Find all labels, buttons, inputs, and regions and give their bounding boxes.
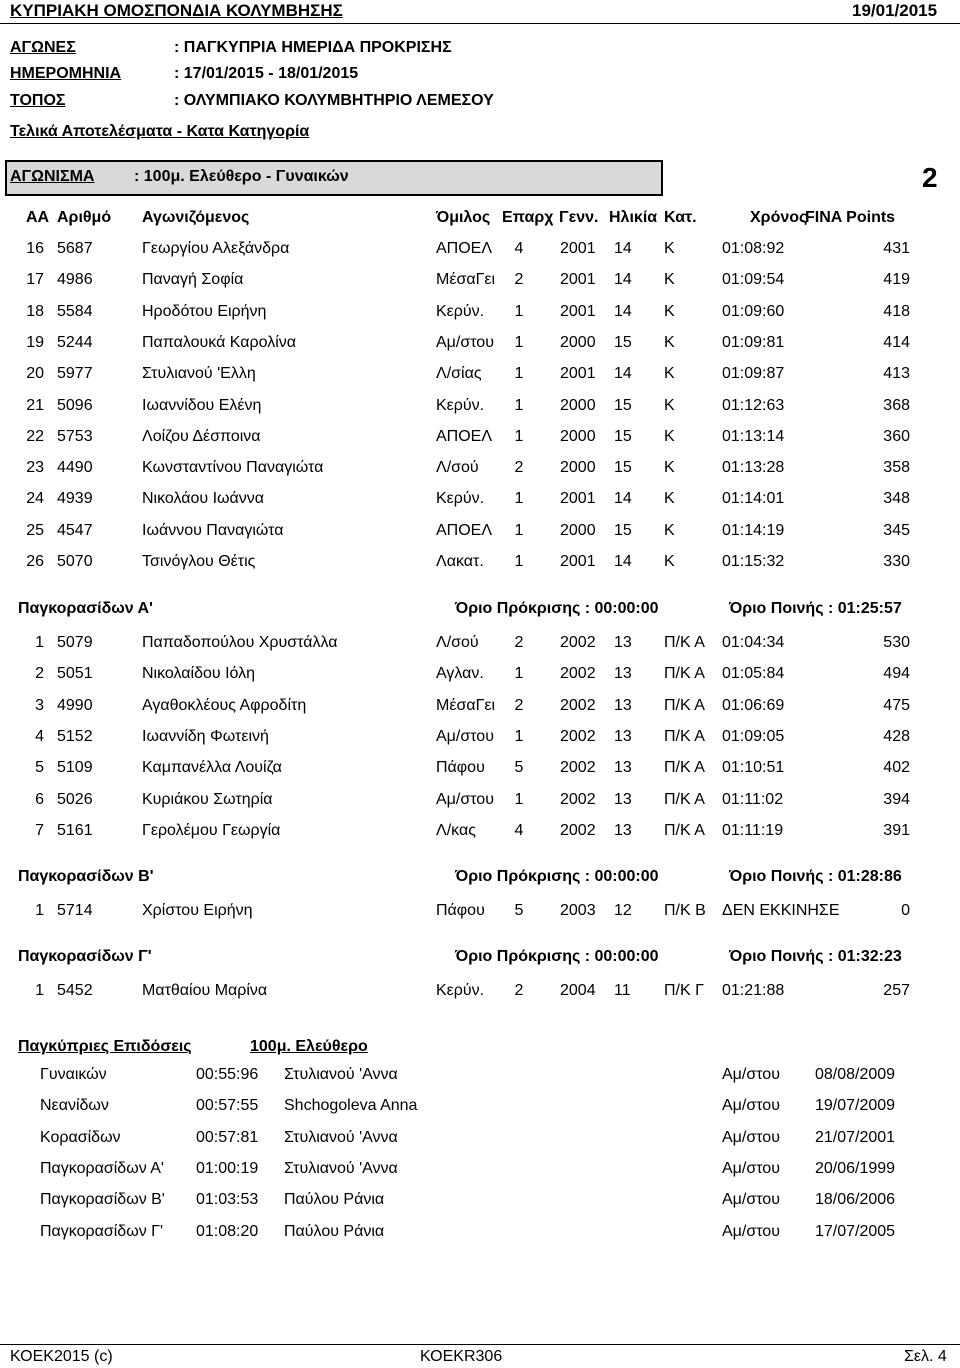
penalty-limit: Όριο Ποινής : 01:32:23 [729,948,902,965]
col-time: Χρόνος [750,209,808,226]
record-category: Παγκορασίδων Α' [40,1159,164,1177]
cell-rank: 16 [26,240,44,257]
cell-points: 428 [883,727,910,745]
cell-district: 4 [514,821,524,839]
federation-title: ΚΥΠΡΙΑΚΗ ΟΜΟΣΠΟΝΔΙΑ ΚΟΛΥΜΒΗΣΗΣ [10,1,343,20]
table-row [0,271,960,293]
cell-club: Λ/σίας [436,365,482,383]
cell-points: 413 [883,365,910,383]
cell-number: 4939 [57,490,93,508]
dates-value: : 17/01/2015 - 18/01/2015 [174,65,359,82]
results-subtitle: Τελικά Αποτελέσματα - Κατα Κατηγορία [10,123,310,140]
cell-age: 14 [614,365,632,383]
cell-club: Αμ/στου [436,333,494,351]
cell-time: 01:21:88 [722,982,785,999]
cell-year: 2002 [560,821,596,839]
cell-year: 2001 [560,365,596,383]
cell-name: Ματθαίου Μαρίνα [142,982,268,999]
col-cat: Κατ. [664,209,697,226]
record-time: 01:00:19 [196,1159,259,1177]
cell-time: 01:04:34 [722,634,785,651]
cell-name: Τσινόγλου Θέτις [142,553,256,570]
cell-club: ΑΠΟΕΛ [436,240,493,257]
cell-club: ΜέσαΓει [436,696,496,714]
table-row [0,365,960,387]
cell-club: Αγλαν. [436,665,484,683]
cell-district: 1 [514,396,524,414]
cell-name: Γερολέμου Γεωργία [142,821,281,839]
record-category: Παγκορασίδων Β' [40,1191,165,1209]
cell-points: 368 [883,396,910,414]
cell-age: 12 [614,902,632,919]
cell-name: Καμπανέλλα Λουίζα [142,759,282,777]
cell-club: Λ/σού [436,459,479,477]
cell-category: Π/Κ Β [664,902,706,919]
cell-points: 360 [883,427,910,445]
cell-district: 1 [514,521,524,539]
cell-year: 2001 [560,553,596,570]
cell-club: Κερύν. [436,302,485,320]
cell-club: Αμ/στου [436,790,494,808]
cell-category: Π/Κ Α [664,665,705,683]
cell-age: 14 [614,240,632,257]
cell-number: 5079 [57,634,93,651]
record-holder: Παύλου Ράνια [284,1191,385,1209]
penalty-limit: Όριο Ποινής : 01:25:57 [729,600,902,617]
table-row [0,728,960,750]
record-time: 01:08:20 [196,1222,259,1240]
record-date: 08/08/2009 [815,1066,896,1083]
penalty-limit: Όριο Ποινής : 01:28:86 [729,868,902,885]
cell-age: 14 [614,553,632,570]
cell-points: 530 [883,634,910,651]
cell-time: 01:05:84 [722,665,785,683]
cell-district: 1 [514,302,524,320]
cell-name: Ηροδότου Ειρήνη [142,302,267,320]
record-row [0,1097,960,1119]
cell-number: 4986 [57,271,93,289]
cell-points: 494 [883,665,910,683]
cell-rank: 21 [26,396,44,414]
cell-rank: 1 [35,902,44,919]
cell-points: 345 [883,521,910,539]
cell-name: Ιωαννίδη Φωτεινή [142,727,269,745]
footer-copyright: ΚΟΕΚ2015 (c) [10,1348,113,1365]
table-row [0,982,960,1004]
footer-report-code: ΚΟΕΚR306 [420,1348,503,1365]
cell-number: 5452 [57,982,93,999]
cell-year: 2002 [560,696,596,714]
cell-category: Κ [664,302,675,320]
cell-club: Κερύν. [436,490,485,508]
record-row [0,1129,960,1151]
cell-club: Λακατ. [436,553,484,570]
cell-club: ΜέσαΓει [436,271,496,289]
cell-category: Κ [664,427,675,445]
cell-club: Λ/σού [436,634,479,651]
cell-number: 5051 [57,665,93,683]
cell-category: Κ [664,521,675,539]
cell-year: 2000 [560,521,596,539]
cell-points: 414 [883,333,910,351]
record-club: Αμ/στου [722,1222,780,1240]
cell-name: Ιωάννου Παναγιώτα [142,521,284,539]
record-club: Αμ/στου [722,1191,780,1209]
cell-name: Χρίστου Ειρήνη [142,902,253,919]
cell-year: 2000 [560,333,596,351]
cell-district: 2 [514,271,524,289]
cell-time: 01:09:05 [722,727,785,745]
cell-points: 0 [901,902,910,919]
cell-age: 15 [614,427,632,445]
record-club: Αμ/στου [722,1159,780,1177]
cell-name: Κυριάκου Σωτηρία [142,790,273,808]
cell-category: Π/Κ Α [664,634,705,651]
cell-year: 2004 [560,982,596,999]
cell-club: Αμ/στου [436,727,494,745]
venue-label: ΤΟΠΟΣ [10,92,66,109]
record-holder: Στυλιανού 'Αννα [284,1159,398,1177]
cell-points: 394 [883,790,910,808]
cell-rank: 24 [26,490,44,508]
qualifying-limit: Όριο Πρόκρισης : 00:00:00 [455,600,659,617]
record-category: Γυναικών [40,1066,107,1083]
cell-number: 5026 [57,790,93,808]
cell-category: Π/Κ Α [664,696,705,714]
cell-time: 01:15:32 [722,553,785,570]
cell-age: 11 [614,982,631,999]
table-row [0,634,960,656]
cell-year: 2001 [560,490,596,508]
cell-name: Παπαλουκά Καρολίνα [142,333,296,351]
cell-year: 2003 [560,902,596,919]
cell-rank: 25 [26,521,44,539]
event-value: : 100μ. Ελεύθερο - Γυναικών [134,168,349,185]
cell-rank: 22 [26,427,44,445]
cell-club: Κερύν. [436,982,485,999]
dates-label: ΗΜΕΡΟΜΗΝΙΑ [10,65,122,82]
cell-name: Κωνσταντίνου Παναγιώτα [142,459,324,477]
cell-number: 5244 [57,333,93,351]
cell-category: Π/Κ Α [664,790,705,808]
cell-name: Στυλιανού 'Ελλη [142,365,256,383]
cell-number: 5109 [57,759,93,777]
table-row [0,459,960,481]
cell-district: 2 [514,696,524,714]
cell-rank: 6 [35,790,44,808]
venue-value: : ΟΛΥΜΠΙΑΚΟ ΚΟΛΥΜΒΗΤΗΡΙΟ ΛΕΜΕΣΟΥ [174,92,494,109]
cell-time: 01:10:51 [722,759,785,777]
record-row [0,1160,960,1182]
cell-points: 402 [883,759,910,777]
table-row [0,397,960,419]
cell-district: 4 [514,240,524,257]
cell-district: 1 [514,727,524,745]
cell-rank: 1 [35,634,44,651]
cell-age: 13 [614,821,632,839]
cell-age: 13 [614,759,632,777]
qualifying-limit: Όριο Πρόκρισης : 00:00:00 [455,948,659,965]
col-rank: ΑΑ [26,209,50,226]
cell-time: 01:09:87 [722,365,785,383]
record-date: 20/06/1999 [815,1159,896,1177]
cell-district: 1 [514,365,524,383]
cell-year: 2001 [560,240,596,257]
cell-points: 419 [883,271,910,289]
record-holder: Στυλιανού 'Αννα [284,1128,398,1146]
cell-age: 15 [614,521,632,539]
cell-rank: 7 [35,821,44,839]
cell-points: 257 [883,982,910,999]
cell-time: 01:09:54 [722,271,785,289]
cell-number: 5753 [57,427,93,445]
cell-district: 1 [514,333,524,351]
cell-rank: 20 [26,365,44,383]
cell-name: Ιωαννίδου Ελένη [142,396,262,414]
cell-district: 1 [514,790,524,808]
table-row [0,490,960,512]
cell-time: 01:11:02 [722,790,784,808]
cell-time: 01:09:60 [722,302,785,320]
cell-number: 5977 [57,365,93,383]
record-date: 21/07/2001 [815,1128,896,1146]
record-club: Αμ/στου [722,1128,780,1146]
cell-district: 1 [514,553,524,570]
event-number: 2 [922,162,938,193]
cell-age: 13 [614,727,632,745]
col-age: Ηλικία [609,209,658,226]
record-date: 19/07/2009 [815,1097,896,1115]
cell-club: ΑΠΟΕΛ [436,521,493,539]
cell-category: Κ [664,365,675,383]
cell-time: 01:06:69 [722,696,785,714]
cell-name: Αγαθοκλέους Αφροδίτη [142,696,307,714]
record-row [0,1066,960,1088]
cell-time: 01:13:14 [722,427,785,445]
col-points: FINA Points [805,209,896,226]
record-time: 01:03:53 [196,1191,259,1209]
cell-year: 2000 [560,427,596,445]
footer-page-number: Σελ. 4 [904,1348,947,1365]
cell-time: 01:11:19 [722,821,784,839]
cell-points: 418 [883,302,910,320]
cell-rank: 17 [26,271,44,289]
record-category: Κορασίδων [40,1128,121,1146]
cell-year: 2001 [560,302,596,320]
cell-number: 5584 [57,302,93,320]
cell-points: 330 [883,553,910,570]
print-date: 19/01/2015 [852,1,938,20]
group-title: Παγκορασίδων Β' [18,868,154,885]
cell-time: 01:13:28 [722,459,785,477]
cell-number: 5714 [57,902,93,919]
record-time: 00:57:81 [196,1128,259,1146]
table-row [0,522,960,544]
cell-number: 4490 [57,459,93,477]
table-row [0,334,960,356]
group-title: Παγκορασίδων Α' [18,600,153,617]
cell-rank: 1 [35,982,44,999]
cell-age: 13 [614,696,632,714]
record-date: 17/07/2005 [815,1222,896,1240]
qualifying-limit: Όριο Πρόκρισης : 00:00:00 [455,868,659,885]
table-row [0,759,960,781]
cell-time: 01:08:92 [722,240,785,257]
record-club: Αμ/στου [722,1066,780,1083]
cell-time: 01:14:19 [722,521,785,539]
cell-year: 2000 [560,459,596,477]
cell-points: 391 [883,821,910,839]
cell-time: 01:09:81 [722,333,785,351]
table-row [0,697,960,719]
cell-district: 2 [514,634,524,651]
cell-number: 5070 [57,553,93,570]
cell-club: ΑΠΟΕΛ [436,427,493,445]
cell-rank: 18 [26,302,44,320]
cell-points: 358 [883,459,910,477]
cell-year: 2002 [560,665,596,683]
games-value: : ΠΑΓΚΥΠΡΙΑ ΗΜΕΡΙΔΑ ΠΡΟΚΡΙΣΗΣ [174,39,452,56]
record-holder: Shchogoleva Anna [284,1097,418,1115]
record-club: Αμ/στου [722,1097,780,1115]
cell-rank: 26 [26,553,44,570]
cell-age: 13 [614,790,632,808]
cell-club: Πάφου [436,759,485,777]
col-district: Επαρχ [502,209,554,226]
cell-year: 2002 [560,790,596,808]
cell-category: Π/Κ Α [664,759,705,777]
cell-rank: 3 [35,696,44,714]
col-club: Όμιλος [436,209,491,226]
cell-name: Νικολάου Ιωάννα [142,490,265,508]
cell-district: 1 [514,665,524,683]
table-row [0,902,960,924]
cell-year: 2002 [560,727,596,745]
cell-age: 15 [614,396,632,414]
cell-name: Λοίζου Δέσποινα [142,427,261,445]
cell-category: Κ [664,553,675,570]
cell-category: Κ [664,271,675,289]
cell-number: 5161 [57,821,93,839]
cell-name: Νικολαίδου Ιόλη [142,665,256,683]
event-label: ΑΓΩΝΙΣΜΑ [10,168,95,185]
table-row [0,791,960,813]
records-event: 100μ. Ελεύθερο [250,1038,368,1055]
cell-category: Π/Κ Α [664,727,705,745]
cell-club: Λ/κας [436,821,476,839]
table-row [0,303,960,325]
cell-age: 15 [614,333,632,351]
cell-year: 2001 [560,271,596,289]
cell-district: 5 [514,902,524,919]
cell-year: 2002 [560,634,596,651]
col-year: Γενν. [559,209,599,226]
cell-name: Παναγή Σοφία [142,271,244,289]
games-label: ΑΓΩΝΕΣ [10,39,76,56]
cell-category: Κ [664,333,675,351]
cell-year: 2002 [560,759,596,777]
record-holder: Στυλιανού 'Αννα [284,1066,398,1083]
cell-category: Κ [664,490,675,508]
cell-age: 15 [614,459,632,477]
header-divider [0,23,960,24]
column-headers [0,209,960,231]
cell-category: Κ [664,459,675,477]
cell-number: 4547 [57,521,93,539]
cell-age: 14 [614,302,632,320]
cell-district: 1 [514,427,524,445]
cell-age: 13 [614,665,632,683]
cell-year: 2000 [560,396,596,414]
cell-number: 5096 [57,396,93,414]
cell-rank: 19 [26,333,44,351]
record-row [0,1223,960,1245]
col-name: Αγωνιζόμενος [142,209,250,226]
cell-points: 348 [883,490,910,508]
cell-number: 4990 [57,696,93,714]
record-holder: Παύλου Ράνια [284,1222,385,1240]
col-number: Αριθμό [57,209,112,226]
cell-category: Π/Κ Γ [664,982,704,999]
cell-club: Κερύν. [436,396,485,414]
cell-rank: 4 [35,727,44,745]
record-category: Παγκορασίδων Γ' [40,1222,163,1240]
table-row [0,428,960,450]
cell-time: ΔΕΝ ΕΚΚΙΝΗΣΕ [722,902,840,919]
cell-points: 475 [883,696,910,714]
cell-points: 431 [883,240,910,257]
cell-age: 14 [614,271,632,289]
record-category: Νεανίδων [40,1097,109,1115]
cell-rank: 5 [35,759,44,777]
record-row [0,1191,960,1213]
cell-category: Κ [664,396,675,414]
table-row [0,553,960,575]
record-date: 18/06/2006 [815,1191,896,1209]
cell-name: Γεωργίου Αλεξάνδρα [142,240,290,257]
cell-district: 2 [514,459,524,477]
cell-rank: 2 [35,665,44,683]
cell-rank: 23 [26,459,44,477]
cell-age: 13 [614,634,632,651]
records-title: Παγκύπριες Επιδόσεις [18,1038,192,1055]
record-time: 00:57:55 [196,1097,259,1115]
cell-category: Π/Κ Α [664,821,705,839]
cell-number: 5152 [57,727,93,745]
group-title: Παγκορασίδων Γ' [18,948,152,965]
table-row [0,665,960,687]
cell-name: Παπαδοπούλου Χρυστάλλα [142,634,338,651]
cell-age: 14 [614,490,632,508]
cell-category: Κ [664,240,675,257]
cell-district: 5 [514,759,524,777]
cell-club: Πάφου [436,902,485,919]
cell-district: 1 [514,490,524,508]
record-time: 00:55:96 [196,1066,259,1083]
cell-time: 01:12:63 [722,396,785,414]
cell-district: 2 [514,982,524,999]
footer-divider [0,1344,960,1345]
cell-number: 5687 [57,240,93,257]
table-row [0,240,960,262]
table-row [0,822,960,844]
cell-time: 01:14:01 [722,490,785,508]
